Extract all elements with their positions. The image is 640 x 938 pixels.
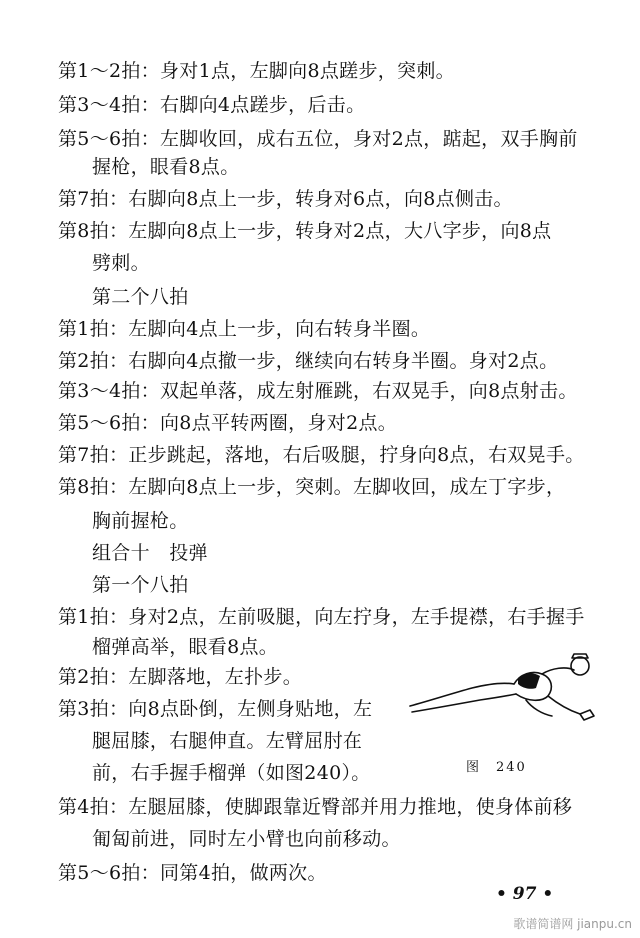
text-line: 第7拍：右脚向8点上一步，转身对6点，向8点侧击。 [58, 188, 513, 210]
section-heading: 第一个八拍 [92, 574, 189, 596]
text-line: 榴弹高举，眼看8点。 [92, 636, 279, 658]
text-line: 第8拍：左脚向8点上一步，突刺。左脚收回，成左丁字步， [58, 476, 566, 498]
text-line: 劈刺。 [92, 252, 150, 274]
text-line: 第3～4拍：双起单落，成左射雁跳，右双晃手，向8点射击。 [58, 380, 578, 402]
text-line: 第8拍：左脚向8点上一步，转身对2点，大八字步，向8点 [58, 220, 552, 242]
text-line: 第5～6拍：同第4拍，做两次。 [58, 862, 327, 884]
text-line: 第1拍：身对2点，左前吸腿，向左拧身，左手提襟，右手握手 [58, 606, 585, 628]
text-line: 第5～6拍：左脚收回，成右五位，身对2点，踮起，双手胸前 [58, 128, 578, 150]
figure-illustration [402, 644, 602, 726]
text-line: 腿屈膝，右腿伸直。左臂屈肘在 [92, 730, 363, 752]
text-line: 第3～4拍：右脚向4点蹉步，后击。 [58, 94, 366, 116]
page-number: • 97 • [496, 884, 554, 904]
text-line: 握枪，眼看8点。 [92, 156, 240, 178]
text-line: 第2拍：右脚向4点撤一步，继续向右转身半圈。身对2点。 [58, 350, 559, 372]
watermark: 歌谱简谱网 jianpu.cn [513, 917, 632, 931]
text-line: 第4拍：左腿屈膝，使脚跟靠近臀部并用力推地，使身体前移 [58, 796, 573, 818]
text-line: 第2拍：左脚落地，左扑步。 [58, 666, 302, 688]
section-heading: 第二个八拍 [92, 286, 189, 308]
text-line: 第5～6拍：向8点平转两圈，身对2点。 [58, 412, 398, 434]
section-heading: 组合十 投弹 [92, 542, 208, 564]
text-line: 前，右手握手榴弹（如图240）。 [92, 762, 371, 784]
text-line: 胸前握枪。 [92, 510, 189, 532]
text-line: 第3拍：向8点卧倒，左侧身贴地，左 [58, 698, 373, 720]
text-line: 第7拍：正步跳起，落地，右后吸腿，拧身向8点，右双晃手。 [58, 444, 585, 466]
text-line: 匍匐前进，同时左小臂也向前移动。 [92, 828, 401, 850]
figure-caption: 图 240 [466, 760, 527, 775]
text-line: 第1～2拍：身对1点，左脚向8点蹉步，突刺。 [58, 60, 455, 82]
text-line: 第1拍：左脚向4点上一步，向右转身半圈。 [58, 318, 431, 340]
